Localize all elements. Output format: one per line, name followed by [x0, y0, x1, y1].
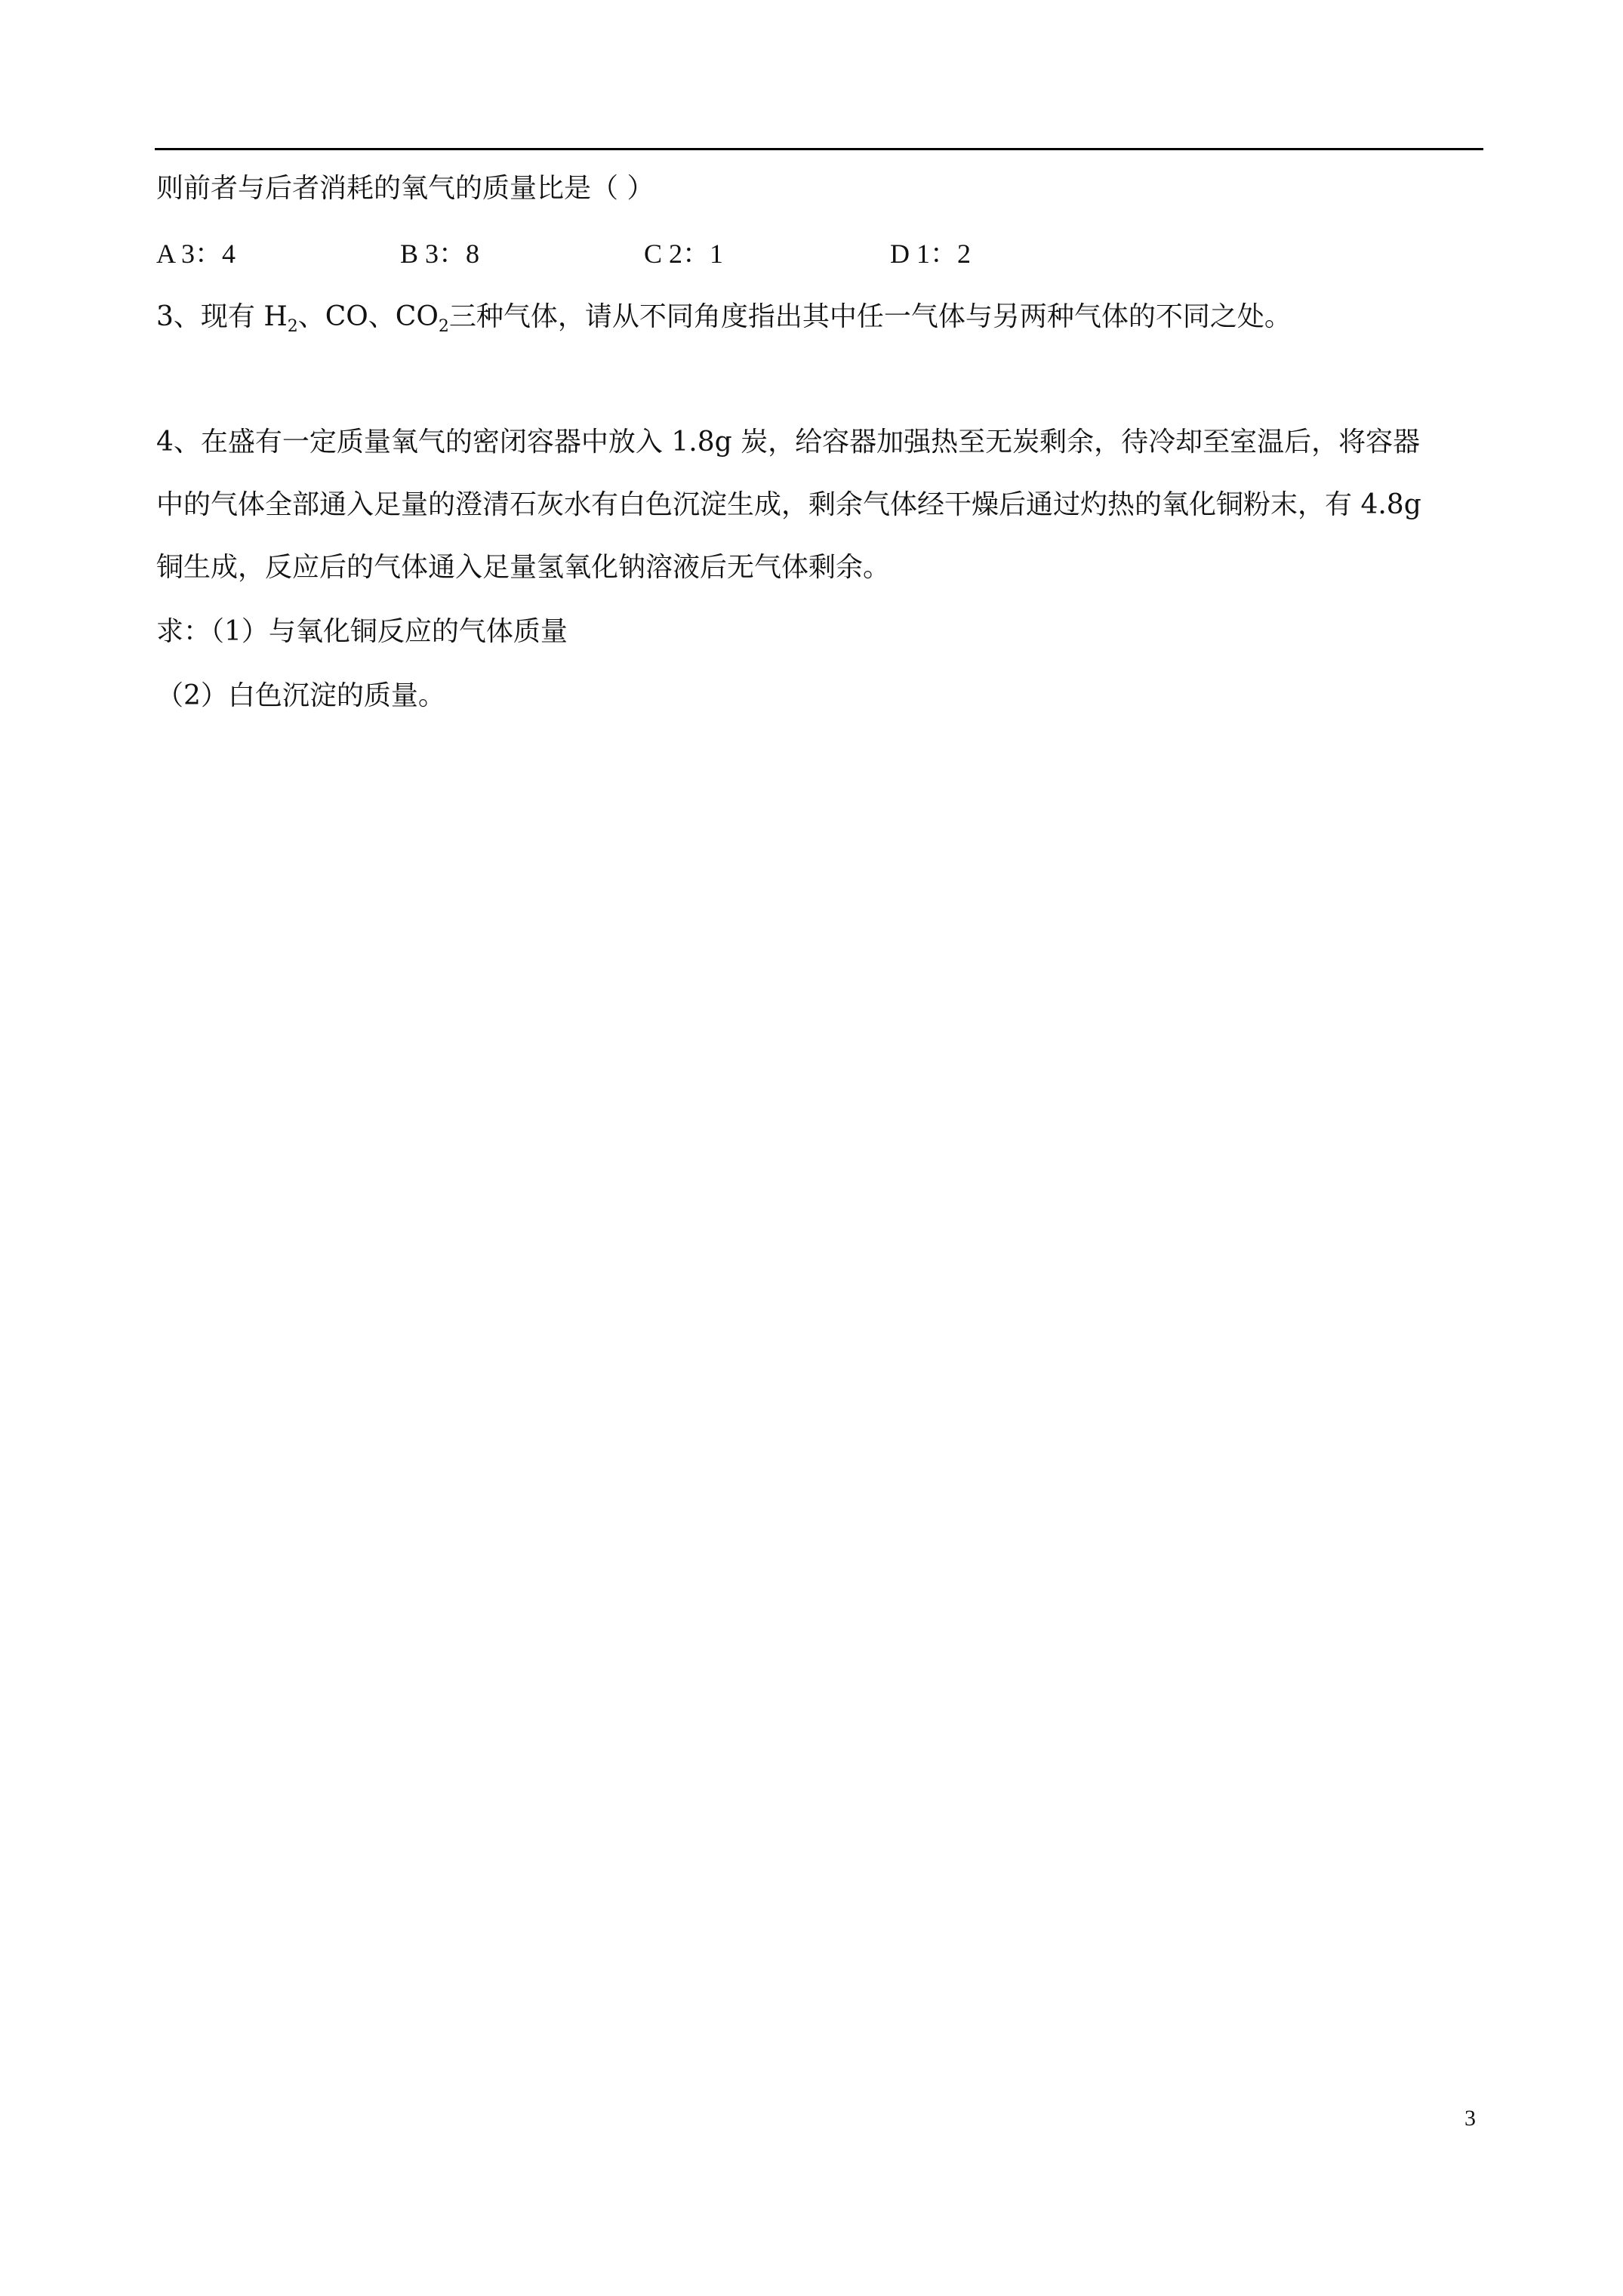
question-3-subscript-h2: 2 [287, 317, 298, 337]
question-4-line-1: 4、在盛有一定质量氧气的密闭容器中放入 1.8g 炭，给容器加强热至无炭剩余，待冷却至室温后，将容器 [156, 427, 1421, 458]
option-a: A 3：4 [156, 239, 236, 269]
question-3-suffix: 三种气体，请从不同角度指出其中任一气体与另两种气体的不同之处。 [448, 301, 1292, 332]
option-b: B 3：8 [400, 239, 480, 269]
question-3-prefix: 3、现有 H [156, 301, 288, 332]
question-4-line-2: 中的气体全部通入足量的澄清石灰水有白色沉淀生成，剩余气体经干燥后通过灼热的氧化铜粉末，有 4.8g [156, 489, 1421, 520]
question-4-sub-question-1: 求：（1）与氧化铜反应的气体质量 [156, 616, 568, 647]
header-rule [155, 148, 1483, 150]
question-3 [156, 300, 1292, 344]
question-3-subscript-co2: 2 [438, 317, 449, 337]
question-4-sub-question-2: （2）白色沉淀的质量。 [156, 680, 445, 711]
question-2-tail: 则前者与后者消耗的氧气的质量比是（ ） [156, 173, 654, 204]
page-number: 3 [1464, 2106, 1476, 2131]
option-c: C 2：1 [644, 239, 724, 269]
option-d: D 1：2 [890, 239, 971, 269]
question-3-middle: 、CO、CO [297, 301, 439, 332]
question-4-line-3: 铜生成，反应后的气体通入足量氢氧化钠溶液后无气体剩余。 [156, 552, 891, 583]
